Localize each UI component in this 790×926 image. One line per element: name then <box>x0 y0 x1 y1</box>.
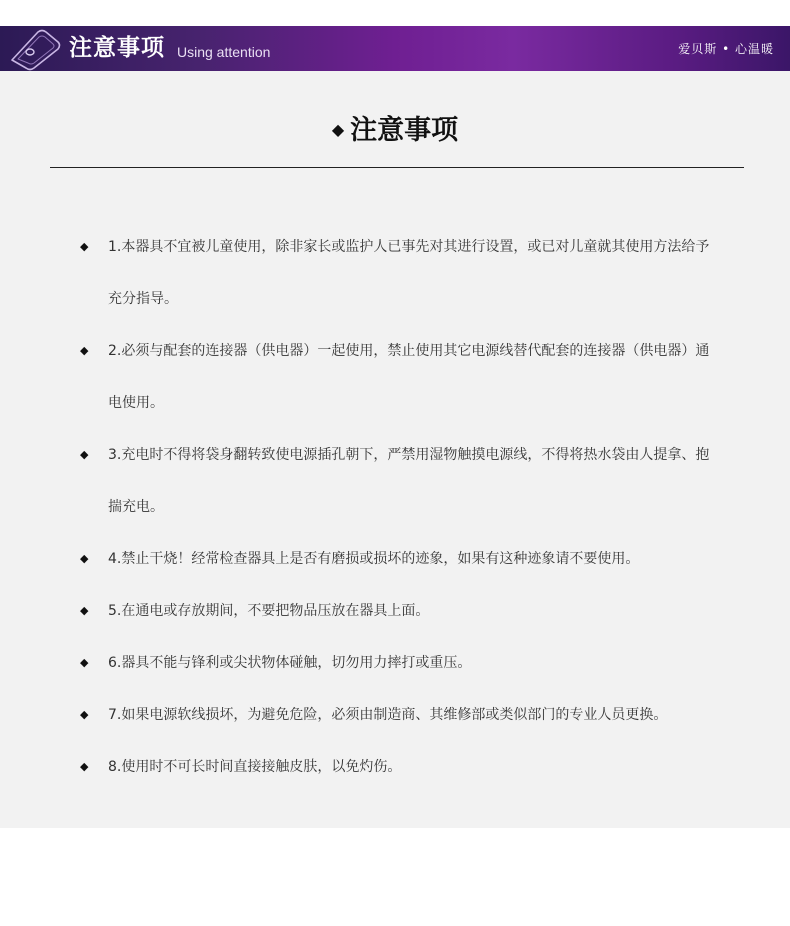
content-panel <box>0 71 790 828</box>
list-item <box>0 741 718 793</box>
section-heading <box>0 112 790 149</box>
heading-diamond-icon: ◆ <box>331 120 345 139</box>
list-item-text: 4.禁止干烧！经常检查器具上是否有磨损或损坏的迹象，如果有这种迹象请不要使用。 <box>108 551 640 567</box>
diamond-bullet-icon: ◆ <box>80 656 89 669</box>
header-banner <box>0 26 790 71</box>
heading-divider <box>50 167 744 168</box>
diamond-bullet-icon: ◆ <box>80 552 89 565</box>
list-item <box>0 533 718 585</box>
list-item-text: 2.必须与配套的连接器（供电器）一起使用，禁止使用其它电源线替代配套的连接器（供电器）通电使用。 <box>108 343 710 411</box>
diamond-bullet-icon: ◆ <box>80 604 89 617</box>
diamond-bullet-icon: ◆ <box>80 448 89 461</box>
list-item-text: 7.如果电源软线损坏，为避免危险，必须由制造商、其维修部或类似部门的专业人员更换。 <box>108 707 668 723</box>
list-item <box>0 585 718 637</box>
list-item-text: 5.在通电或存放期间，不要把物品压放在器具上面。 <box>108 603 430 619</box>
list-item-text: 8.使用时不可长时间直接接触皮肤，以免灼伤。 <box>108 759 402 775</box>
banner-title: 注意事项 <box>69 35 165 61</box>
banner-subtitle: Using attention <box>177 44 271 60</box>
list-item <box>0 689 718 741</box>
list-item <box>0 637 718 689</box>
list-item-text: 1.本器具不宜被儿童使用，除非家长或监护人已事先对其进行设置，或已对儿童就其使用方法给予充分指导。 <box>108 239 710 307</box>
hot-water-bag-icon <box>8 26 62 71</box>
list-item <box>0 325 718 429</box>
list-item <box>0 221 718 325</box>
list-item-text: 3.充电时不得将袋身翻转致使电源插孔朝下，严禁用湿物触摸电源线，不得将热水袋由人提拿、抱揣充电。 <box>108 447 710 515</box>
diamond-bullet-icon: ◆ <box>80 708 89 721</box>
section-heading-text: 注意事项 <box>350 115 459 146</box>
precautions-list <box>0 221 790 793</box>
diamond-bullet-icon: ◆ <box>80 760 89 773</box>
diamond-bullet-icon: ◆ <box>80 240 89 253</box>
brand-slogan: 爱贝斯 • 心温暖 <box>678 42 774 56</box>
list-item <box>0 429 718 533</box>
list-item-text: 6.器具不能与锋利或尖状物体碰触，切勿用力摔打或重压。 <box>108 655 472 671</box>
diamond-bullet-icon: ◆ <box>80 344 89 357</box>
